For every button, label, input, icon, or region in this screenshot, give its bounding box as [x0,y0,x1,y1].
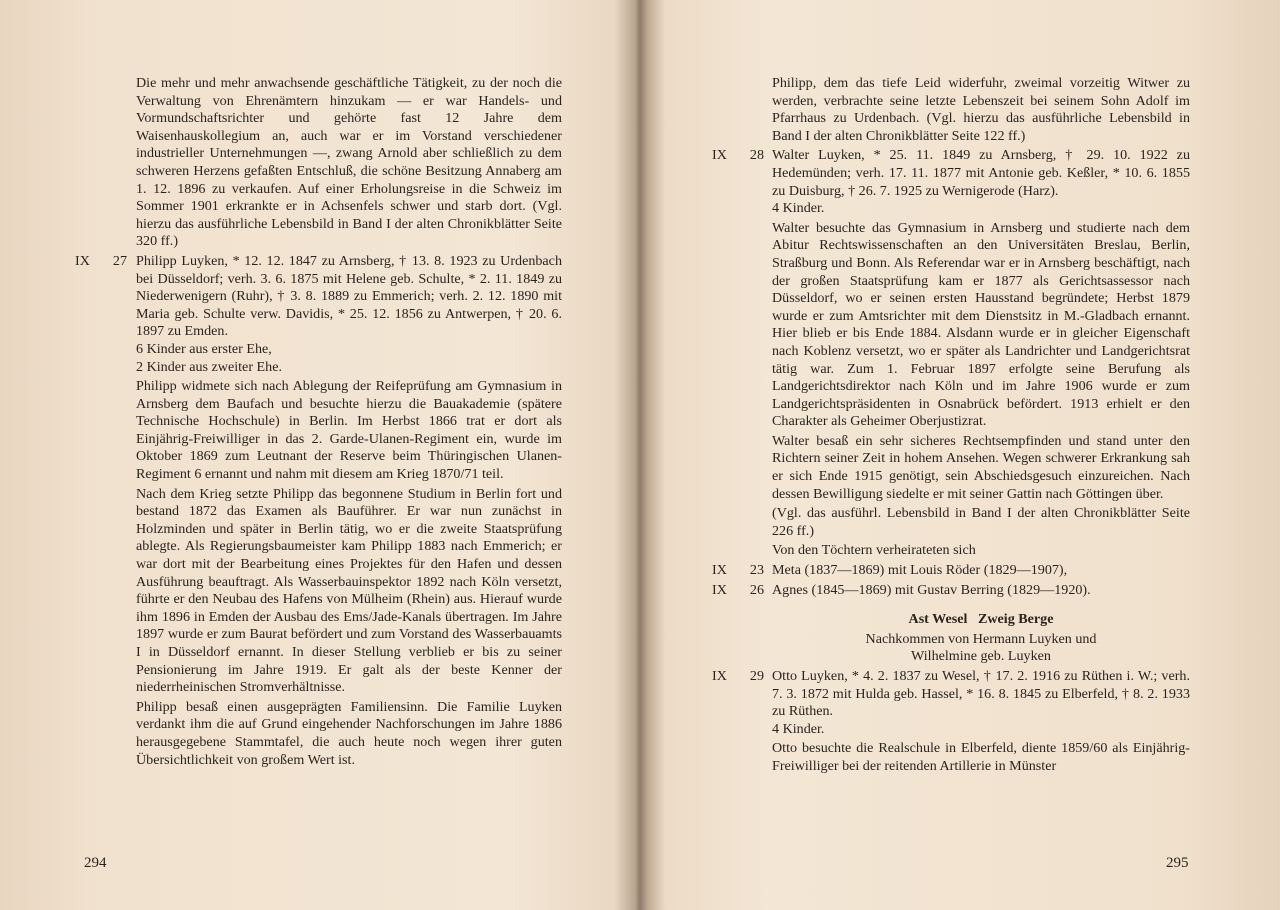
entry-text: Otto Luyken, * 4. 2. 1837 zu Wesel, † 17. 2. 1916 zu Rüthen i. W.; verh. 7. 3. 1872 mit Hulda geb. Hassel, * 16. 8. 1845 zu Elberfeld, † 8. 2. 1933 zu Rüthen. [772,668,1190,720]
children-second-marriage: 2 Kinder aus zweiter Ehe. [136,358,282,375]
intro-paragraph: Die mehr und mehr anwachsende geschäftliche Tätigkeit, zu der noch die Verwaltung von Ehrenämtern hinzukam — er war Handels- und Vormundschaftsrichter und gehörte fast 12 Jahre dem Waisenhauskollegium an, auch war er im Vorstand verschiedener industrieller Unternehmungen —, zwang Arnold aber schließlich zu dem schweren Herzens gefaßten Entschluß, die schöne Besitzung Annaberg am 1. 12. 1896 zu verkaufen. Auf einer Erholungsreise in die Schweiz im Sommer 1901 erkrankte er in Achsenfels schwer und starb dort. (Vgl. hierzu das ausführliche Lebensbild in Band I der alten Chronikblätter Seite 320 ff.) [136,75,562,250]
section-heading: Ast Wesel Zweig Berge [908,611,1054,628]
generation-label: IX [712,562,727,579]
entry-text: Walter Luyken, * 25. 11. 1849 zu Arnsberg, † 29. 10. 1922 zu Hedemünden; verh. 17. 11. 1877 mit Antonie geb. Keßler, * 10. 6. 1855 zu Duisburg, † 26. 7. 1925 zu Wernigerode (Harz). [772,147,1190,199]
right-page [645,0,1280,910]
paragraph: Nach dem Krieg setzte Philipp das begonnene Studium in Berlin fort und bestand 1872 das Examen als Bauführer. Er war nun zunächst in Holzminden und später in Berlin tätig, wo er die zweite Staatsprüfung ablegte. Als Regierungsbaumeister kam Philipp 1883 nach Emmerich; er war dort mit der Bearbeitung eines Projektes für den Hafen und dessen Ausführung beauftragt. Als Wasserbauinspektor 1892 nach Köln versetzt, führte er den Neubau des Hafens von Mülheim (Rhein) aus. Hierauf wurde ihm 1896 in Emden der Ausbau des Ems/Jade-Kanals übertragen. Im Jahre 1897 wurde er zum Baurat befördert und zum Vorstand des Wasserbauamts I in Düsseldorf ernannt. In dieser Stellung verblieb er bis zu seiner Pensionierung im Jahre 1919. Er galt als der beste Kenner der niederrheinischen Stromverhältnisse. [136,485,562,696]
entry-number: 26 [749,581,764,598]
entry-number: 27 [112,252,127,269]
left-text-column [75,75,562,771]
generation-label: IX [75,252,90,269]
paragraph: Philipp widmete sich nach Ablegung der Reifeprüfung am Gymnasium in Arnsberg dem Baufach und besuchte hierzu die Bauakademie (spätere Technische Hochschule) in Berlin. Im Herbst 1866 trat er dort als Einjährig-Freiwilliger in das 2. Garde-Ulanen-Regiment ein, wurde im Oktober 1869 zum Leutnant der Reserve beim Thüringischen Ulanen-Regiment 6 ernannt und nahm mit diesem am Krieg 1870/71 teil. [136,378,562,483]
entry-number: 29 [749,668,764,684]
entry-marker [712,147,764,165]
paragraph: Walter besuchte das Gymnasium in Arnsberg und studierte nach dem Abitur Rechtswissenschaften an den Universitäten Breslau, Berlin, Straßburg und Bonn. Als Referendar war er in Arnsberg beschäftigt, nach der großen Staatsprüfung kam er 1877 als Gerichtsassessor nach Düsseldorf, wo er seinen ersten Hausstand begründete; Herbst 1879 wurde er zum Amtsrichter mit dem Dienstsitz in M.-Gladbach ernannt. Hier blieb er bis Ende 1884. Alsdann wurde er in gleicher Eigenschaft nach Koblenz versetzt, wo er später als Landrichter und Landgerichtsrat tätig war. Zum 1. Februar 1897 erfolgte seine Berufung als Landgerichtsdirektor nach Köln und im Jahre 1906 wurde er zum Landgerichtspräsidenten in Osnabrück befördert. 1913 erhielt er den Charakter als Geheimer Oberjustizrat. [772,219,1190,430]
entry-ix-29 [712,668,1190,738]
entry-text: Agnes (1845—1869) mit Gustav Berring (1829—1920). [772,581,1091,598]
reference-paragraph: (Vgl. das ausführl. Lebensbild in Band I der alten Chronikblätter Seite 226 ff.) [772,505,1190,539]
children-first-marriage: 6 Kinder aus erster Ehe, [136,340,272,357]
entry-marker [712,668,764,686]
generation-label: IX [712,581,727,598]
paragraph: Walter besaß ein sehr sicheres Rechtsempfinden und stand unter den Richtern seiner Zeit in hohem Ansehen. Wegen schwerer Erkrankung sah er sich Ende 1915 genötigt, sein Abschiedsgesuch einzureichen. Nach dessen Bewilligung siedelte er mit seiner Gattin nach Göttingen über. [772,432,1190,502]
entry-ix-27 [75,252,562,376]
entry-text: Philipp Luyken, * 12. 12. 1847 zu Arnsberg, † 13. 8. 1923 zu Urdenbach bei Düsseldorf; verh. 3. 6. 1875 mit Helene geb. Schulte, * 2. 11. 1849 zu Niederwenigern (Ruhr), † 3. 8. 1889 zu Emmerich; verh. 2. 12. 1890 mit Maria geb. Schulte verw. Davidis, * 25. 12. 1856 zu Antwerpen, † 20. 6. 1897 zu Emden. [136,252,562,340]
right-text-column [712,75,1190,778]
page-number: 295 [1166,855,1189,871]
section-subheading: Nachkommen von Hermann Luyken und [865,630,1097,647]
entry-ix-28 [712,147,1190,217]
paragraph: Otto besuchte die Realschule in Elberfeld, diente 1859/60 als Einjährig-Freiwilliger bei der reitenden Artillerie in Münster [772,740,1190,774]
entry-number: 23 [749,562,764,579]
entry-ix-23 [712,562,1190,580]
entry-marker [712,562,764,580]
daughters-intro: Von den Töchtern verheirateten sich [772,542,976,559]
page-number: 294 [84,855,107,871]
left-page [0,0,630,910]
entry-number: 28 [749,147,764,164]
entry-ix-26 [712,581,1190,600]
section-subheading-line2: Wilhelmine geb. Luyken [911,648,1051,665]
generation-label: IX [712,668,727,684]
entry-marker [75,253,127,271]
children-count: 4 Kinder. [772,200,825,217]
entry-text: Meta (1837—1869) mit Louis Röder (1829—1907), [772,562,1068,579]
children-count: 4 Kinder. [772,720,825,737]
paragraph: Philipp besaß einen ausgeprägten Familiensinn. Die Familie Luyken verdankt ihm die auf Grund eingehender Nachforschungen im Jahre 1886 herausgegebene Stammtafel, die auch heute noch wegen ihrer guten Übersichtlichkeit von großem Wert ist. [136,698,562,768]
generation-label: IX [712,147,727,164]
continuation-paragraph: Philipp, dem das tiefe Leid widerfuhr, zweimal vorzeitig Witwer zu werden, verbrachte seine letzte Lebenszeit bei seinem Sohn Adolf im Pfarrhaus zu Urdenbach. (Vgl. hierzu das ausführliche Lebensbild in Band I der alten Chronikblätter Seite 122 ff.) [772,75,1190,144]
entry-marker [712,582,764,600]
